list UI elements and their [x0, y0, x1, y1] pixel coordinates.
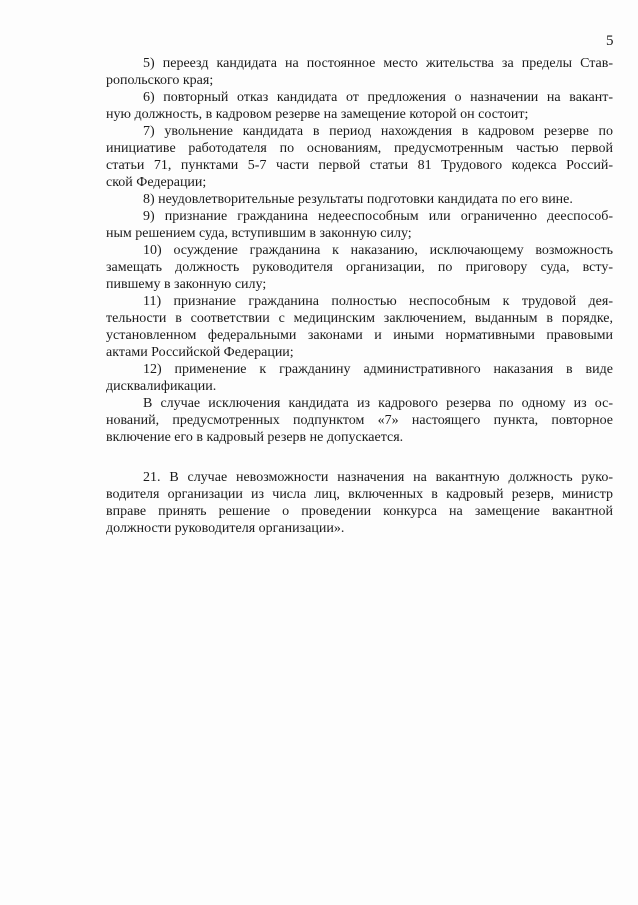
text-line: В случае исключения кандидата из кадрового резерва по одному из ос-: [143, 396, 613, 411]
text-line: ным решением суда, вступившим в законную силу;: [106, 226, 412, 241]
text-line: дисквалификации.: [106, 379, 217, 394]
text-line: 11) признание гражданина полностью неспособным к трудовой дея-: [143, 294, 613, 309]
text-line: статьи 71, пунктами 5-7 части первой статьи 81 Трудового кодекса Россий-: [106, 158, 613, 173]
document-body: [106, 55, 613, 537]
paragraph-item-9: [106, 208, 613, 242]
text-line: актами Российской Федерации;: [106, 345, 294, 360]
text-line: вправе принять решение о проведении конкурса на замещение вакантной: [106, 504, 613, 519]
text-line: 10) осуждение гражданина к наказанию, исключающему возможность: [143, 243, 613, 258]
text-line: должности руководителя организации».: [106, 521, 345, 536]
paragraph-item-10: [106, 242, 613, 293]
text-line: 6) повторный отказ кандидата от предложения о назначении на вакант-: [143, 90, 613, 105]
paragraph-section-21: [106, 469, 613, 537]
text-line: водителя организации из числа лиц, включенных в кадровый резерв, министр: [106, 487, 613, 502]
text-line: 5) переезд кандидата на постоянное место жительства за пределы Став-: [143, 56, 613, 71]
text-line: замещать должность руководителя организации, по приговору суда, всту-: [106, 260, 613, 275]
paragraph-item-7: [106, 123, 613, 191]
text-line: 9) признание гражданина недееспособным или ограниченно дееспособ-: [143, 209, 613, 224]
text-line: 12) применение к гражданину административного наказания в виде: [143, 362, 613, 377]
paragraph-item-8: [106, 191, 613, 208]
text-line: пившему в законную силу;: [106, 277, 267, 292]
text-line: включение его в кадровый резерв не допускается.: [106, 430, 404, 445]
text-line: 7) увольнение кандидата в период нахождения в кадровом резерве по: [143, 124, 613, 139]
paragraph-item-6: [106, 89, 613, 123]
paragraph-item-11: [106, 293, 613, 361]
text-line: 21. В случае невозможности назначения на вакантную должность руко-: [143, 470, 613, 485]
text-line: 8) неудовлетворительные результаты подготовки кандидата по его вине.: [143, 192, 573, 207]
paragraph-item-5: [106, 55, 613, 89]
paragraph-spacer: [106, 446, 613, 469]
text-line: ропольского края;: [106, 73, 214, 88]
text-line: ную должность, в кадровом резерве на замещение которой он состоит;: [106, 107, 529, 122]
page-number: 5: [606, 33, 614, 49]
paragraph-item-12: [106, 361, 613, 395]
text-line: тельности в соответствии с медицинским заключением, выданным в порядке,: [106, 311, 613, 326]
paragraph-exclusion-note: [106, 395, 613, 446]
text-line: нований, предусмотренных подпунктом «7» настоящего пункта, повторное: [106, 413, 613, 428]
text-line: ской Федерации;: [106, 175, 207, 190]
text-line: установленном федеральными законами и иными нормативными правовыми: [106, 328, 613, 343]
text-line: инициативе работодателя по основаниям, предусмотренным частью первой: [106, 141, 613, 156]
